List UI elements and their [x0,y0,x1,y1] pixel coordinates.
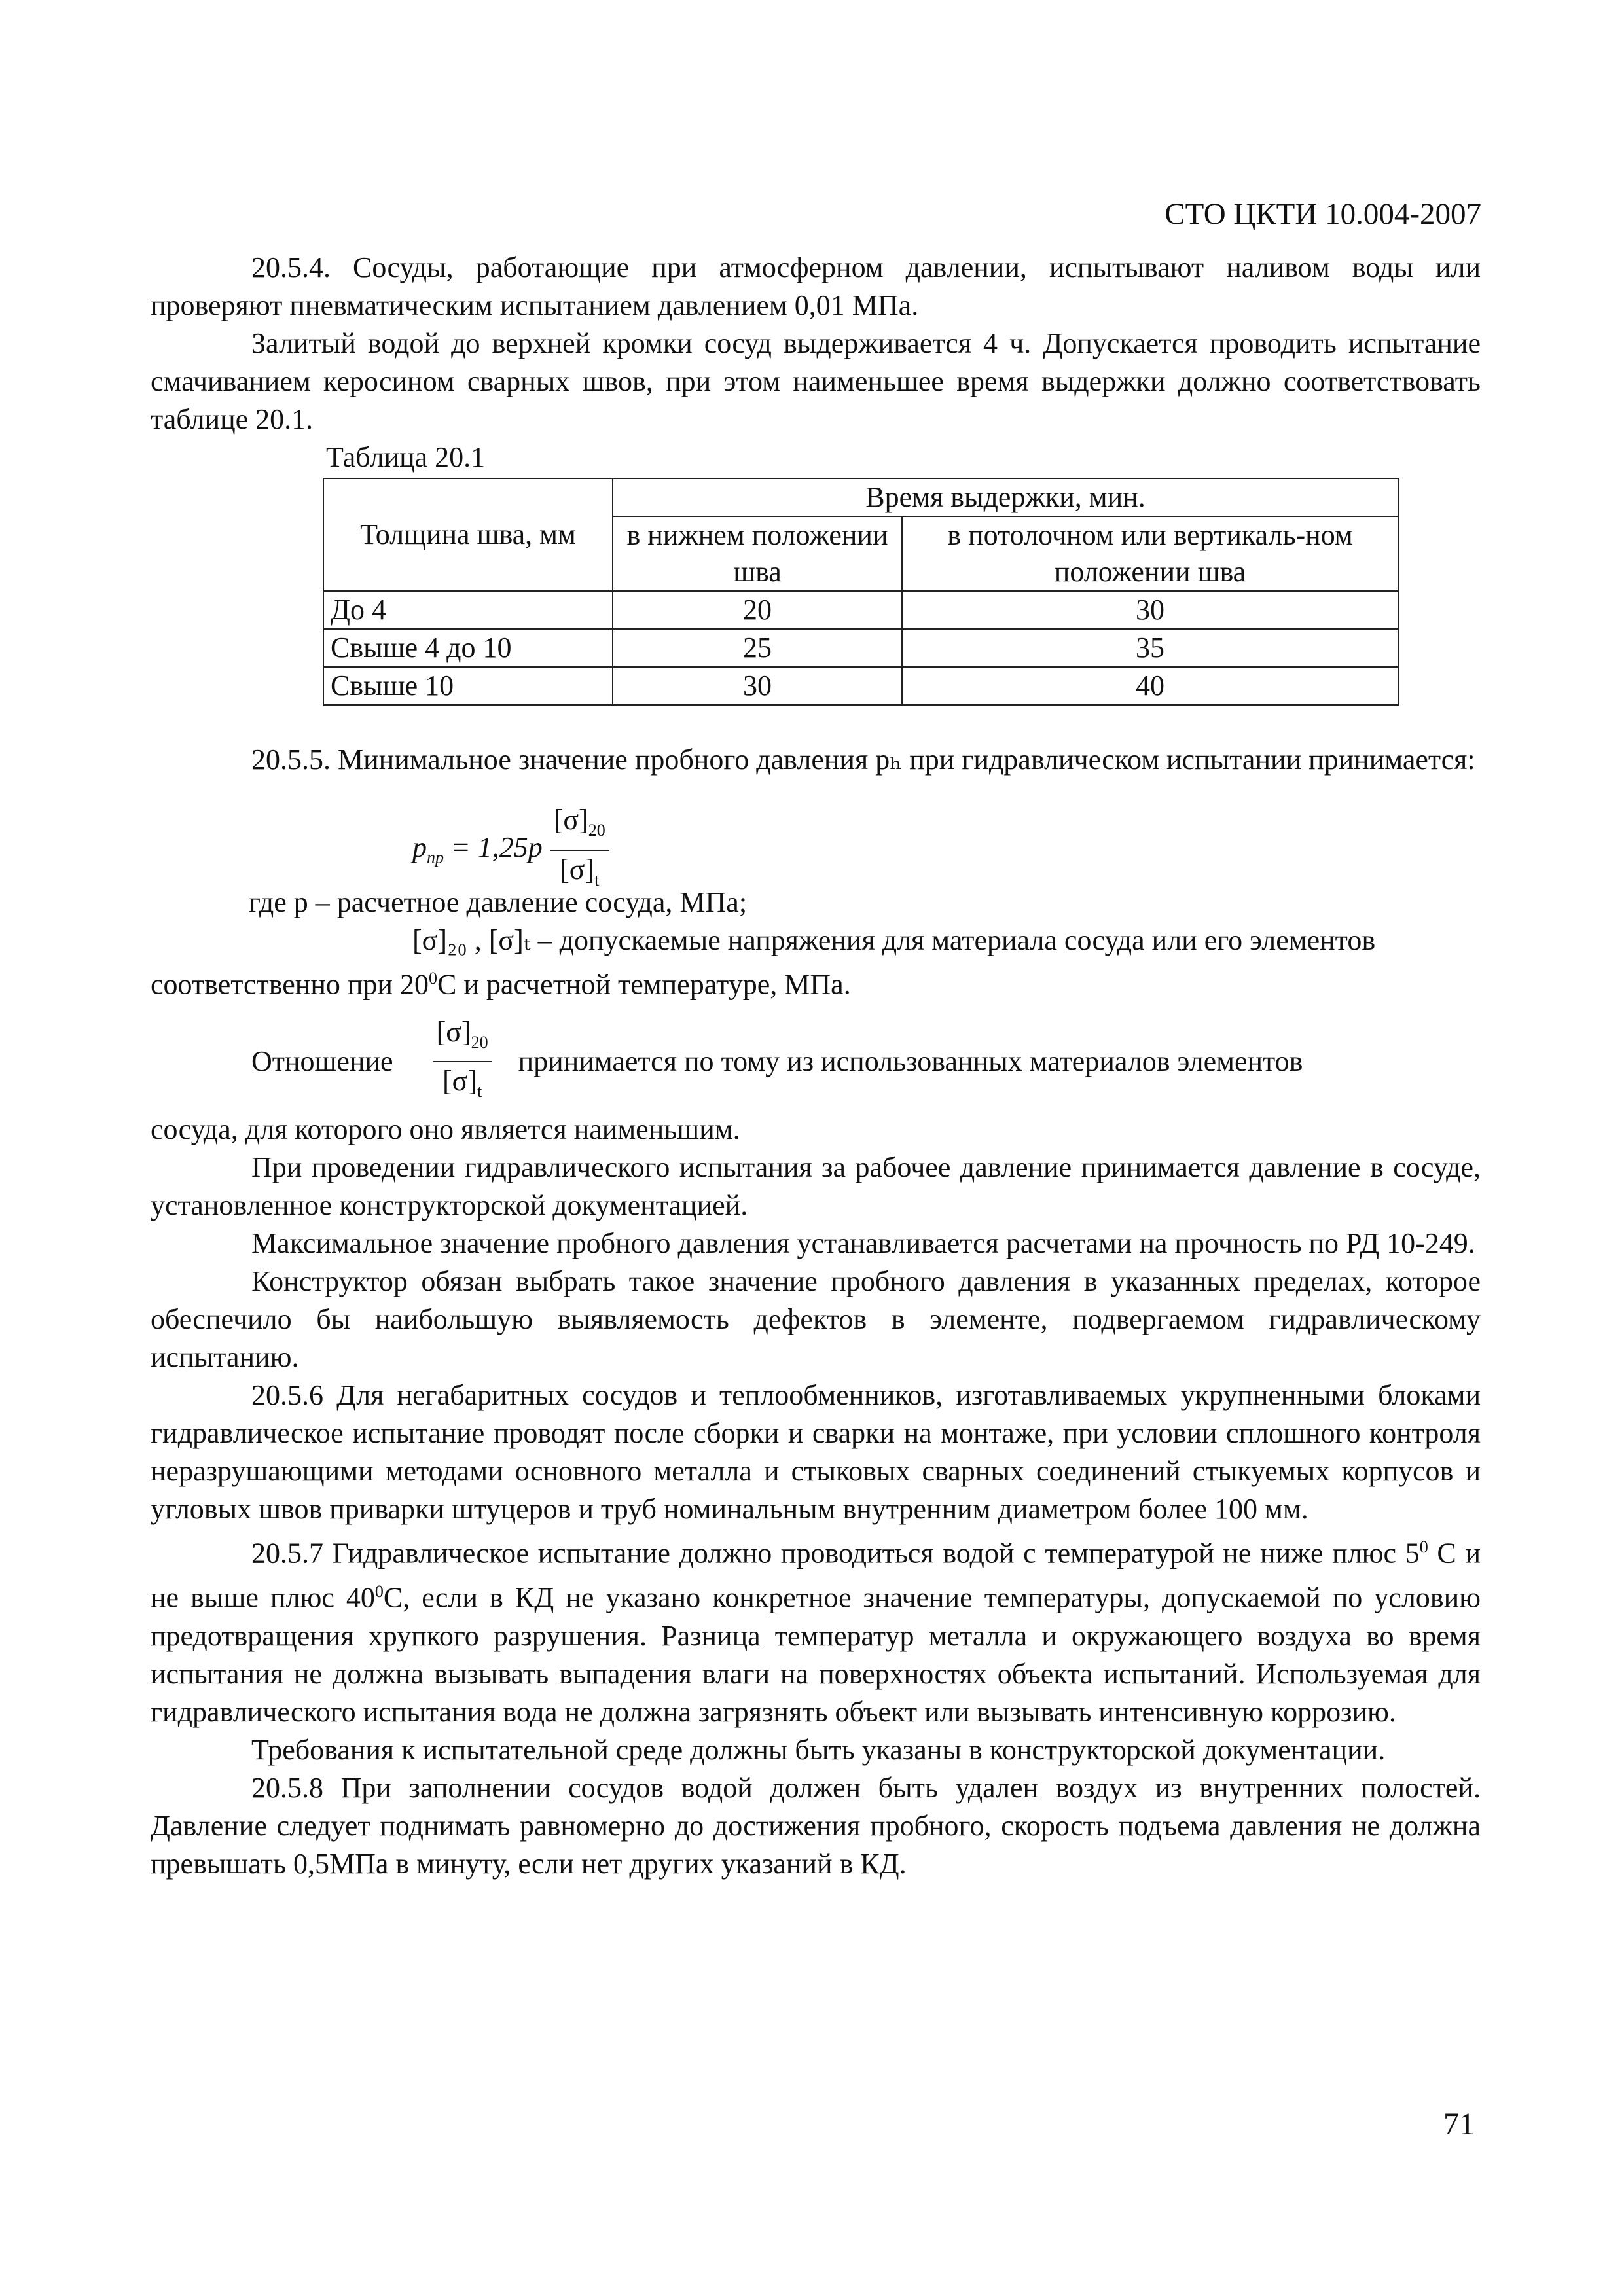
table-cell-lower: 30 [613,667,902,705]
paragraph-water-test: Залитый водой до верхней кромки сосуд выдерживается 4 ч. Допускается проводить испытание смачиванием керосином сварных швов, при этом наименьшее время выдержки должно соответствовать таблице 20.1. [151,327,1481,435]
paragraph-20-5-8: 20.5.8 При заполнении сосудов водой должен быть удален воздух из внутренних полостей. Давление следует поднимать равномерно до достижения пробного, скорость подъема давления не должна превышать 0,5МПа в минуту, если нет других указаний в КД. [151,1771,1481,1880]
table-subheader-ceiling: в потолочном или вертикаль-ном положении шва [902,516,1398,591]
table-row [323,591,1398,629]
formula-lhs: p [412,831,427,863]
formula-coefficient: = 1,25p [451,831,543,863]
paragraph-20-5-6: 20.5.6 Для негабаритных сосудов и теплообменников, изготавливаемых укрупненными блоками гидравлическое испытание проводят после сборки и сварки на монтаже, при условии сплошного контроля неразрушающими методами основного металла и стыковых сварных соединений стыкуемых корпусов и угловых швов приварки штуцеров и труб номинальным внутренним диаметром более 100 мм. [151,1379,1481,1526]
paragraph-20-5-4: 20.5.4. Сосуды, работающие при атмосферном давлении, испытывают наливом воды или проверяют пневматическим испытанием давлением 0,01 МПа. [151,251,1481,321]
table-cell-ceiling: 40 [902,667,1398,705]
holding-time-table [323,478,1399,706]
formula-numerator: [σ] [553,804,588,836]
formula-lhs-sub: пр [427,848,444,867]
paragraph-designer: Конструктор обязан выбрать такое значение пробного давления в указанных пределах, которое обеспечило бы наибольшую выявляемость дефектов в элементе, подвергаемом гидравлическому испытанию. [151,1265,1481,1374]
table-cell-thickness: Свыше 10 [323,667,613,705]
table-cell-ceiling: 30 [902,591,1398,629]
table-cell-ceiling: 35 [902,629,1398,667]
ratio-fraction: $\frac{[\sigma]_{20}}{[\sigma]_t}$ [433,1013,492,1111]
paragraph-20-5-5: 20.5.5. Минимальное значение пробного давления pₕ при гидравлическом испытании принимается: [251,744,1475,776]
ratio-line [251,1013,1481,1111]
formula-denominator: [σ] [560,853,595,886]
paragraph-working-pressure: При проведении гидравлического испытания за рабочее давление принимается давление в сосуде, установленное конструкторской документацией. [151,1151,1481,1222]
table-row [323,629,1398,667]
table-cell-lower: 25 [613,629,902,667]
paragraph-20-5-7: 20.5.7 Гидравлическое испытание должно проводиться водой с температурой не ниже плюс $5^0$ С и не выше плюс $40^0С$, если в КД не указано конкретное значение температуры, допускаемой по условию предотвращения хрупкого разрушения. Разница температур металла и окружающего воздуха во время испытания не должна вызывать выпадения влаги на поверхностях объекта испытаний. Используемая для гидравлического испытания вода не должна загрязнять объект или вызывать интенсивную коррозию. [151,1537,1481,1728]
table-header-holding-time: Время выдержки, мин. [613,478,1398,516]
table-subheader-lower: в нижнем положении шва [613,516,902,591]
ratio-text: принимается по тому из использованных материалов элементов [518,1045,1303,1078]
ratio-continuation: сосуда, для которого оно является наименьшим. [151,1113,740,1146]
table-header-thickness: Толщина шва, мм [323,478,613,591]
where-definition: где p – расчетное давление сосуда, МПа; [249,886,748,918]
paragraph-max-pressure: Максимальное значение пробного давления устанавливается расчетами на прочность по РД 10-249. [251,1227,1475,1260]
test-pressure-formula [412,779,1481,889]
document-header: СТО ЦКТИ 10.004-2007 [1164,197,1481,231]
table-caption: Таблица 20.1 [326,441,486,473]
table-row [323,667,1398,705]
page-number: 71 [1443,2107,1475,2142]
table-cell-thickness: Свыше 4 до 10 [323,629,613,667]
paragraph-test-medium: Требования к испытательной среде должны быть указаны в конструкторской документации. [251,1733,1386,1766]
table-cell-thickness: До 4 [323,591,613,629]
ratio-label: Отношение [251,1045,393,1078]
document-body [151,249,1481,1883]
table-cell-lower: 20 [613,591,902,629]
sigma-definition: [σ]₂₀ , [σ]ₜ – допускаемые напряжения для материала сосуда или его элементов [412,924,1376,956]
sigma-definition-cont: соответственно при $20^0С$ и расчетной температуре, МПа. [151,968,851,1001]
formula-fraction: $\frac{[\sigma]_{20}}{[\sigma]_t}$ [550,801,609,899]
